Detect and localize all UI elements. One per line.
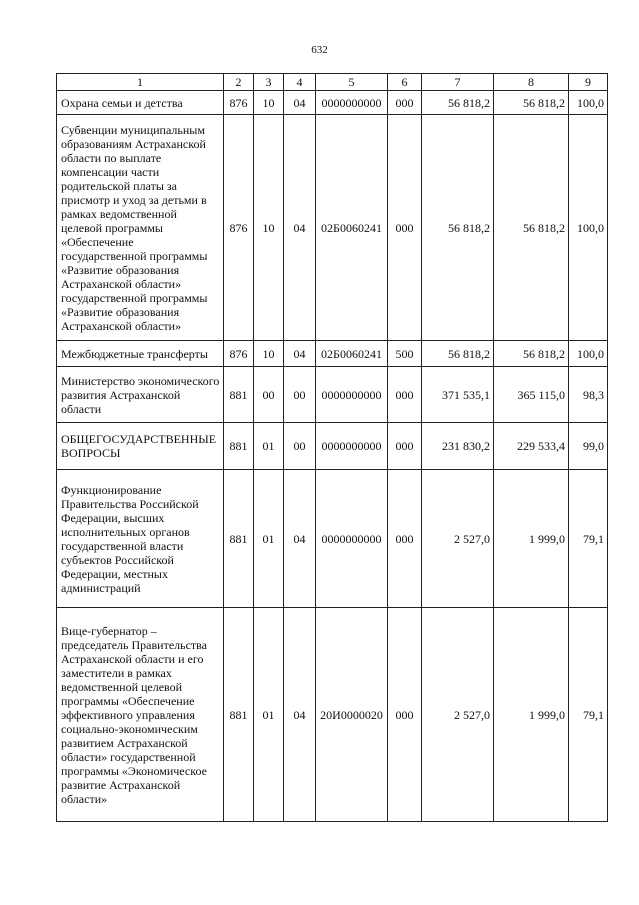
cell-section: 01 bbox=[254, 608, 284, 822]
cell-target-article: 0000000000 bbox=[316, 423, 388, 470]
table-row bbox=[57, 423, 608, 470]
cell-percent: 98,3 bbox=[569, 367, 608, 423]
column-header: 5 bbox=[316, 74, 388, 91]
cell-planned: 56 818,2 bbox=[422, 115, 494, 341]
cell-subsection: 00 bbox=[284, 423, 316, 470]
cell-executed: 1 999,0 bbox=[494, 608, 569, 822]
cell-percent: 100,0 bbox=[569, 115, 608, 341]
cell-target-article: 0000000000 bbox=[316, 470, 388, 608]
cell-planned: 56 818,2 bbox=[422, 341, 494, 367]
cell-target-article: 02Б0060241 bbox=[316, 341, 388, 367]
cell-section: 10 bbox=[254, 91, 284, 115]
cell-target-article: 0000000000 bbox=[316, 91, 388, 115]
cell-code-ministry: 876 bbox=[224, 115, 254, 341]
cell-percent: 99,0 bbox=[569, 423, 608, 470]
cell-code-ministry: 876 bbox=[224, 341, 254, 367]
row-name: Межбюджетные трансферты bbox=[57, 341, 224, 367]
cell-planned: 2 527,0 bbox=[422, 608, 494, 822]
row-name: ОБЩЕГОСУДАРСТВЕННЫЕ ВОПРОСЫ bbox=[57, 423, 224, 470]
row-name: Министерство экономического развития Астраханской области bbox=[57, 367, 224, 423]
cell-section: 10 bbox=[254, 115, 284, 341]
cell-planned: 56 818,2 bbox=[422, 91, 494, 115]
cell-target-article: 0000000000 bbox=[316, 367, 388, 423]
cell-subsection: 00 bbox=[284, 367, 316, 423]
table-row bbox=[57, 91, 608, 115]
budget-table bbox=[56, 73, 608, 822]
cell-code-ministry: 881 bbox=[224, 367, 254, 423]
cell-planned: 231 830,2 bbox=[422, 423, 494, 470]
cell-executed: 365 115,0 bbox=[494, 367, 569, 423]
cell-code-ministry: 876 bbox=[224, 91, 254, 115]
cell-subsection: 04 bbox=[284, 608, 316, 822]
table-header-row bbox=[57, 74, 608, 91]
column-header: 7 bbox=[422, 74, 494, 91]
cell-expense-type: 000 bbox=[388, 470, 422, 608]
column-header: 6 bbox=[388, 74, 422, 91]
cell-subsection: 04 bbox=[284, 91, 316, 115]
cell-code-ministry: 881 bbox=[224, 608, 254, 822]
cell-section: 00 bbox=[254, 367, 284, 423]
table-row bbox=[57, 115, 608, 341]
column-header: 2 bbox=[224, 74, 254, 91]
cell-target-article: 20И0000020 bbox=[316, 608, 388, 822]
cell-expense-type: 500 bbox=[388, 341, 422, 367]
cell-percent: 79,1 bbox=[569, 608, 608, 822]
cell-executed: 229 533,4 bbox=[494, 423, 569, 470]
page-number: 632 bbox=[311, 44, 328, 56]
row-name: Охрана семьи и детства bbox=[57, 91, 224, 115]
cell-section: 01 bbox=[254, 470, 284, 608]
table-row bbox=[57, 341, 608, 367]
row-name: Функционирование Правительства Российской Федерации, высших исполнительных органов государственной власти субъектов Российской Федерации, местных администраций bbox=[57, 470, 224, 608]
cell-subsection: 04 bbox=[284, 470, 316, 608]
table-row bbox=[57, 608, 608, 822]
cell-percent: 100,0 bbox=[569, 91, 608, 115]
cell-percent: 100,0 bbox=[569, 341, 608, 367]
cell-expense-type: 000 bbox=[388, 608, 422, 822]
column-header: 9 bbox=[569, 74, 608, 91]
cell-executed: 56 818,2 bbox=[494, 341, 569, 367]
table-row bbox=[57, 470, 608, 608]
row-name: Субвенции муниципальным образованиям Астраханской области по выплате компенсации части родительской платы за присмотр и уход за детьми в рамках ведомственной целевой программы «Обеспечение государственной программы «Развитие образования Астраханской области» государственной программы «Развитие образования Астраханской области» bbox=[57, 115, 224, 341]
cell-expense-type: 000 bbox=[388, 367, 422, 423]
cell-expense-type: 000 bbox=[388, 91, 422, 115]
cell-executed: 56 818,2 bbox=[494, 115, 569, 341]
column-header: 4 bbox=[284, 74, 316, 91]
table-row bbox=[57, 367, 608, 423]
cell-subsection: 04 bbox=[284, 115, 316, 341]
cell-section: 01 bbox=[254, 423, 284, 470]
cell-executed: 1 999,0 bbox=[494, 470, 569, 608]
cell-percent: 79,1 bbox=[569, 470, 608, 608]
row-name: Вице-губернатор – председатель Правительства Астраханской области и его заместители в рамках ведомственной целевой программы «Обеспечение эффективного управления социально-экономическим развитием Астраханской области» государственной программы «Экономическое развитие Астраханской области» bbox=[57, 608, 224, 822]
cell-code-ministry: 881 bbox=[224, 470, 254, 608]
cell-section: 10 bbox=[254, 341, 284, 367]
cell-expense-type: 000 bbox=[388, 423, 422, 470]
cell-target-article: 02Б0060241 bbox=[316, 115, 388, 341]
column-header: 1 bbox=[57, 74, 224, 91]
column-header: 3 bbox=[254, 74, 284, 91]
cell-subsection: 04 bbox=[284, 341, 316, 367]
cell-expense-type: 000 bbox=[388, 115, 422, 341]
column-header: 8 bbox=[494, 74, 569, 91]
cell-executed: 56 818,2 bbox=[494, 91, 569, 115]
cell-planned: 371 535,1 bbox=[422, 367, 494, 423]
cell-planned: 2 527,0 bbox=[422, 470, 494, 608]
cell-code-ministry: 881 bbox=[224, 423, 254, 470]
